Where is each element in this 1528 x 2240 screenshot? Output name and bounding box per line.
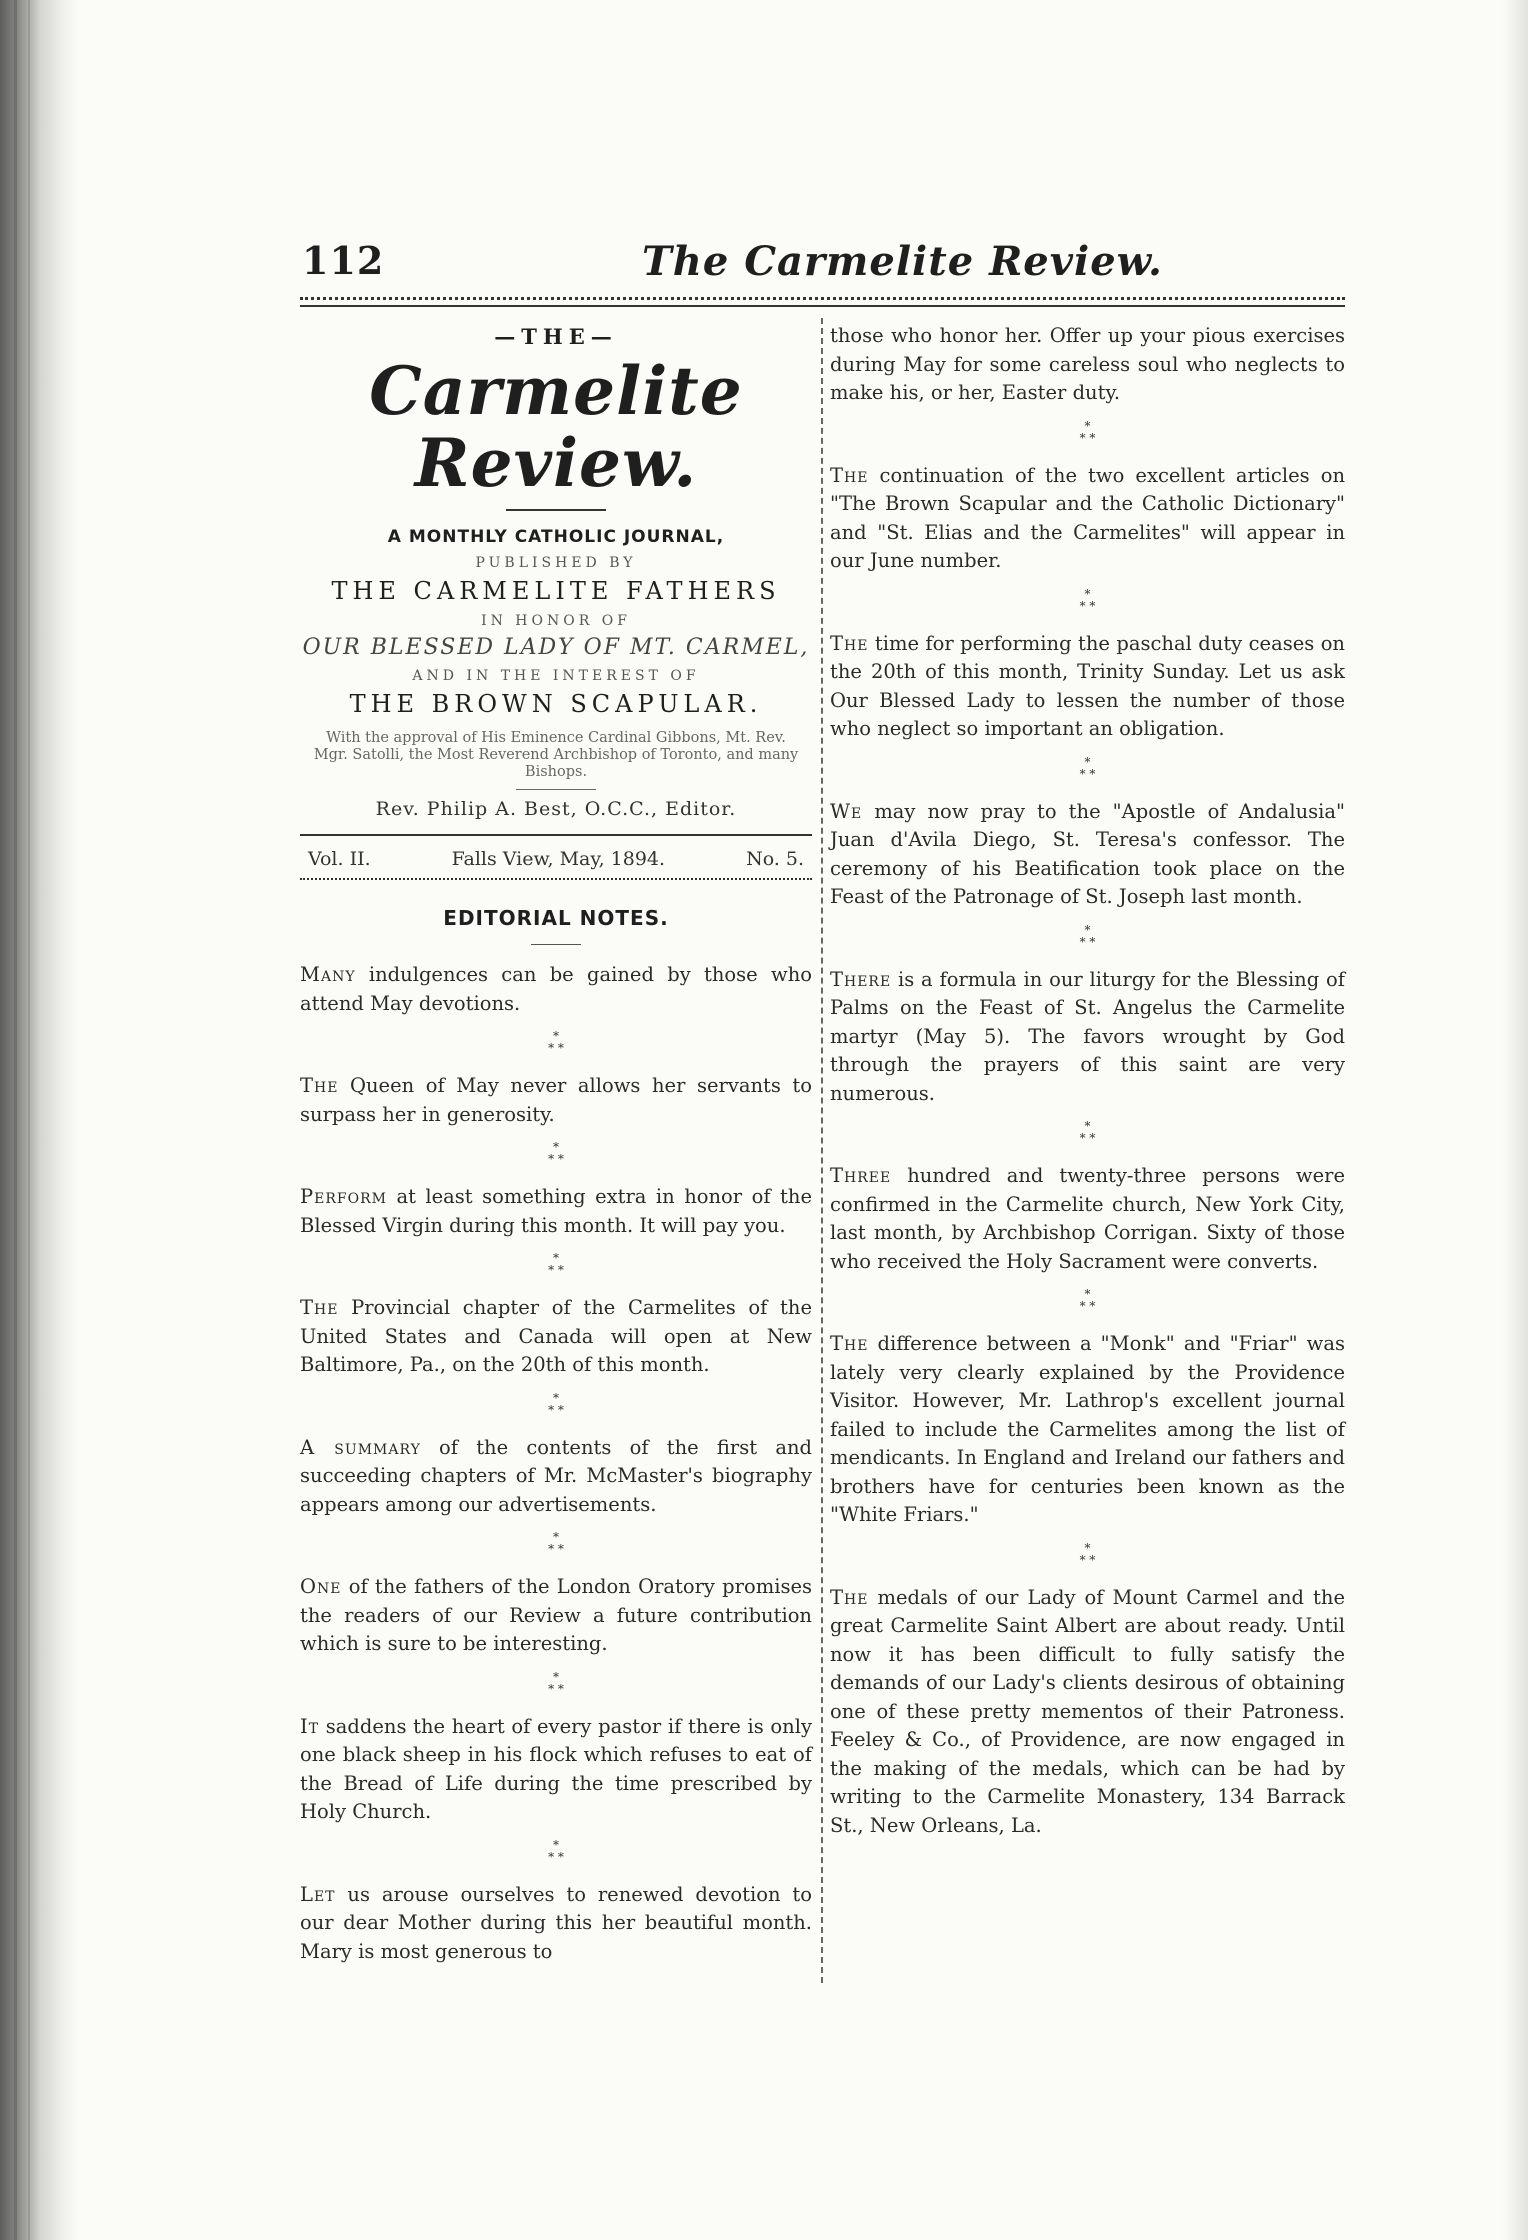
asterism-row: * (553, 1251, 559, 1265)
editorial-note (830, 1162, 1345, 1276)
note-lead: One (300, 1575, 342, 1598)
asterism-row: * (1084, 1540, 1091, 1555)
asterism-row: * (553, 1669, 559, 1684)
asterism-row: * (1084, 754, 1091, 769)
editorial-note (300, 1573, 812, 1659)
asterism (830, 924, 1345, 948)
note-text: time for performing the paschal duty ceases on the 20th of this month, Trinity Sunday. Let us ask Our Blessed Lady to lessen the number of those who neglect so important an obligation. (830, 631, 1345, 740)
page-header (302, 238, 1352, 288)
book-binding (0, 0, 80, 2240)
note-lead: We (830, 799, 863, 823)
left-column (300, 322, 812, 1966)
editorial-note (830, 966, 1345, 1109)
asterism (300, 1839, 812, 1863)
asterism (830, 756, 1345, 780)
masthead-subtitle: A MONTHLY CATHOLIC JOURNAL, (387, 527, 725, 547)
asterism (830, 1288, 1345, 1312)
note-lead: A summary (300, 1435, 421, 1459)
interest-of-label: AND IN THE INTEREST OF (412, 668, 700, 684)
note-text: medals of our Lady of Mount Carmel and the great Carmelite Saint Albert are about ready. Until now it has been difficult to fully satisfy the demands of our Lady's clients desirous of obtaining one of these pretty mementos of their Patroness. Feeley & Co., of Providence, are now engaged in the making of the medals, which can be had by writing to the Carmelite Monastery, 134 Barrack St., New Orleans, La. (830, 1585, 1345, 1837)
honoree: OUR BLESSED LADY OF MT. CARMEL, (302, 635, 810, 660)
issue-number: No. 5. (746, 848, 804, 870)
left-notes (300, 961, 812, 1966)
asterism-row: * * (1079, 1299, 1096, 1313)
asterism-row: * * (1079, 934, 1096, 949)
asterism (300, 1392, 812, 1416)
editorial-note (300, 1713, 812, 1827)
note-lead: The (830, 1332, 869, 1355)
note-lead: It (300, 1714, 320, 1738)
published-by-label: PUBLISHED BY (475, 555, 637, 571)
asterism-row: * * (548, 1681, 564, 1696)
binding-edge (28, 0, 30, 2240)
note-text: difference between a "Monk" and "Friar" was lately very clearly explained by the Providence Visitor. However, Mr. Lathrop's excellent journal failed to include the Carmelites among the list of mendicants. In England and Ireland our fathers and brothers have for centuries been known as the "White Friars." (830, 1332, 1345, 1526)
note-text: of the fathers of the London Oratory promises the readers of our Review a future contribution which is sure to be interesting. (300, 1575, 812, 1655)
place-date: Falls View, May, 1894. (451, 848, 666, 870)
note-lead: The (830, 1585, 869, 1609)
editorial-note (830, 798, 1345, 912)
editorial-note (300, 1434, 812, 1520)
note-lead: Let (300, 1882, 336, 1906)
editorial-note (300, 1294, 812, 1380)
binding-edge (14, 0, 17, 2240)
continuation-paragraph: those who honor her. Offer up your pious exercises during May for some careless soul who neglects to make his, or her, Easter duty. (830, 324, 1345, 404)
note-text: continuation of the two excellent articles on "The Brown Scapular and the Catholic Dictionary" and "St. Elias and the Carmelites" will appear in our June number. (830, 463, 1345, 572)
note-text: is a formula in our liturgy for the Blessing of Palms on the Feast of St. Angelus the Carmelite martyr (May 5). The favors wrought by God through the prayers of this saint are very numerous. (830, 967, 1345, 1105)
note-text: Queen of May never allows her servants to surpass her in generosity. (300, 1074, 812, 1126)
editorial-note (300, 1072, 812, 1129)
asterism (830, 420, 1345, 444)
page-number: 112 (302, 238, 385, 283)
editorial-note (830, 1330, 1345, 1530)
editorial-note (300, 1183, 812, 1240)
editor-line: Rev. Philip A. Best, O.C.C., Editor. (375, 798, 737, 820)
asterism-row: * * (548, 1402, 564, 1417)
header-rule (300, 297, 1345, 300)
asterism (300, 1252, 812, 1276)
running-title: The Carmelite Review. (642, 238, 1163, 285)
editorial-note (830, 462, 1345, 576)
asterism-row: * (553, 1837, 559, 1852)
asterism-row: * (553, 1029, 559, 1043)
note-lead: The (830, 631, 869, 655)
note-text: at least something extra in honor of the Blessed Virgin during this month. It will pay you. (300, 1185, 812, 1237)
note-text: hundred and twenty-three persons were confirmed in the Carmelite church, New York City, last month, by Archbishop Corrigan. Sixty of those who received the Holy Sacrament were converts. (830, 1164, 1345, 1273)
asterism-row: * * (1079, 1552, 1096, 1567)
masthead-the: —THE— (494, 324, 618, 349)
asterism-row: * (1084, 586, 1091, 601)
header-rule (300, 305, 1345, 307)
editorial-note (830, 630, 1345, 744)
note-lead: The (300, 1296, 339, 1319)
asterism-row: * * (1079, 766, 1096, 781)
in-honor-of-label: IN HONOR OF (481, 613, 631, 629)
note-lead: There (830, 967, 892, 991)
asterism-row: * * (548, 1263, 564, 1277)
asterism (830, 1120, 1345, 1144)
note-text: may now pray to the "Apostle of Andalusia" Juan d'Avila Diego, St. Teresa's confessor. The ceremony of his Beatification took place on the Feast of the Patronage of St. Joseph last month. (830, 799, 1345, 908)
asterism-row: * (1084, 1287, 1091, 1301)
issue-rule (300, 878, 812, 880)
masthead-title: Carmelite Review. (369, 352, 743, 502)
asterism (300, 1030, 812, 1054)
note-text: of the contents of the first and succeeding chapters of Mr. McMaster's biography appears among our advertisements. (300, 1435, 812, 1516)
note-lead: The (830, 463, 869, 487)
note-text: saddens the heart of every pastor if there is only one black sheep in his flock which refuses to eat of the Bread of Life during the time prescribed by Holy Church. (300, 1714, 812, 1823)
asterism-row: * (553, 1390, 559, 1405)
section-title: EDITORIAL NOTES. (443, 906, 669, 930)
asterism-row: * * (548, 1041, 564, 1055)
approval-note: With the approval of His Eminence Cardinal Gibbons, Mt. Rev. Mgr. Satolli, the Most Reverend Archbishop of Toronto, and many Bishops. (313, 730, 799, 780)
masthead-rule (516, 789, 596, 790)
asterism (300, 1141, 812, 1165)
note-text: Provincial chapter of the Carmelites of the United States and Canada will open at New Baltimore, Pa., on the 20th of this month. (300, 1296, 812, 1376)
volume: Vol. II. (308, 848, 371, 870)
editorial-note (300, 1881, 812, 1967)
column-divider (821, 318, 823, 1983)
note-lead: Perform (300, 1185, 387, 1208)
asterism-row: * (553, 1140, 559, 1154)
right-column (830, 322, 1345, 1840)
issue-line (300, 836, 812, 878)
interest: THE BROWN SCAPULAR. (349, 690, 763, 718)
asterism (300, 1531, 812, 1555)
asterism-row: * * (1079, 430, 1096, 445)
editorial-note (830, 1584, 1345, 1841)
note-text: indulgences can be gained by those who attend May devotions. (300, 963, 812, 1015)
section-rule (531, 944, 581, 945)
asterism-row: * (1084, 922, 1091, 937)
note-lead: Many (300, 963, 356, 986)
asterism-row: * * (548, 1849, 564, 1864)
asterism-row: * * (1079, 598, 1096, 613)
note-lead: The (300, 1074, 339, 1097)
asterism (830, 1542, 1345, 1566)
asterism-row: * * (548, 1542, 564, 1556)
asterism (830, 588, 1345, 612)
asterism (300, 1671, 812, 1695)
publisher: THE CARMELITE FATHERS (331, 577, 781, 605)
asterism-row: * (1084, 1119, 1091, 1133)
asterism-row: * * (1079, 1131, 1096, 1145)
page-edge (1502, 0, 1528, 2240)
note-text: us arouse ourselves to renewed devotion to our dear Mother during this her beautiful month. Mary is most generous to (300, 1882, 812, 1963)
asterism-row: * (1084, 418, 1091, 433)
editorial-note (300, 961, 812, 1018)
masthead (300, 324, 812, 820)
right-notes (830, 420, 1345, 1841)
note-lead: Three (830, 1164, 892, 1187)
asterism-row: * (553, 1530, 559, 1544)
masthead-rule (506, 509, 606, 511)
asterism-row: * * (548, 1152, 564, 1166)
